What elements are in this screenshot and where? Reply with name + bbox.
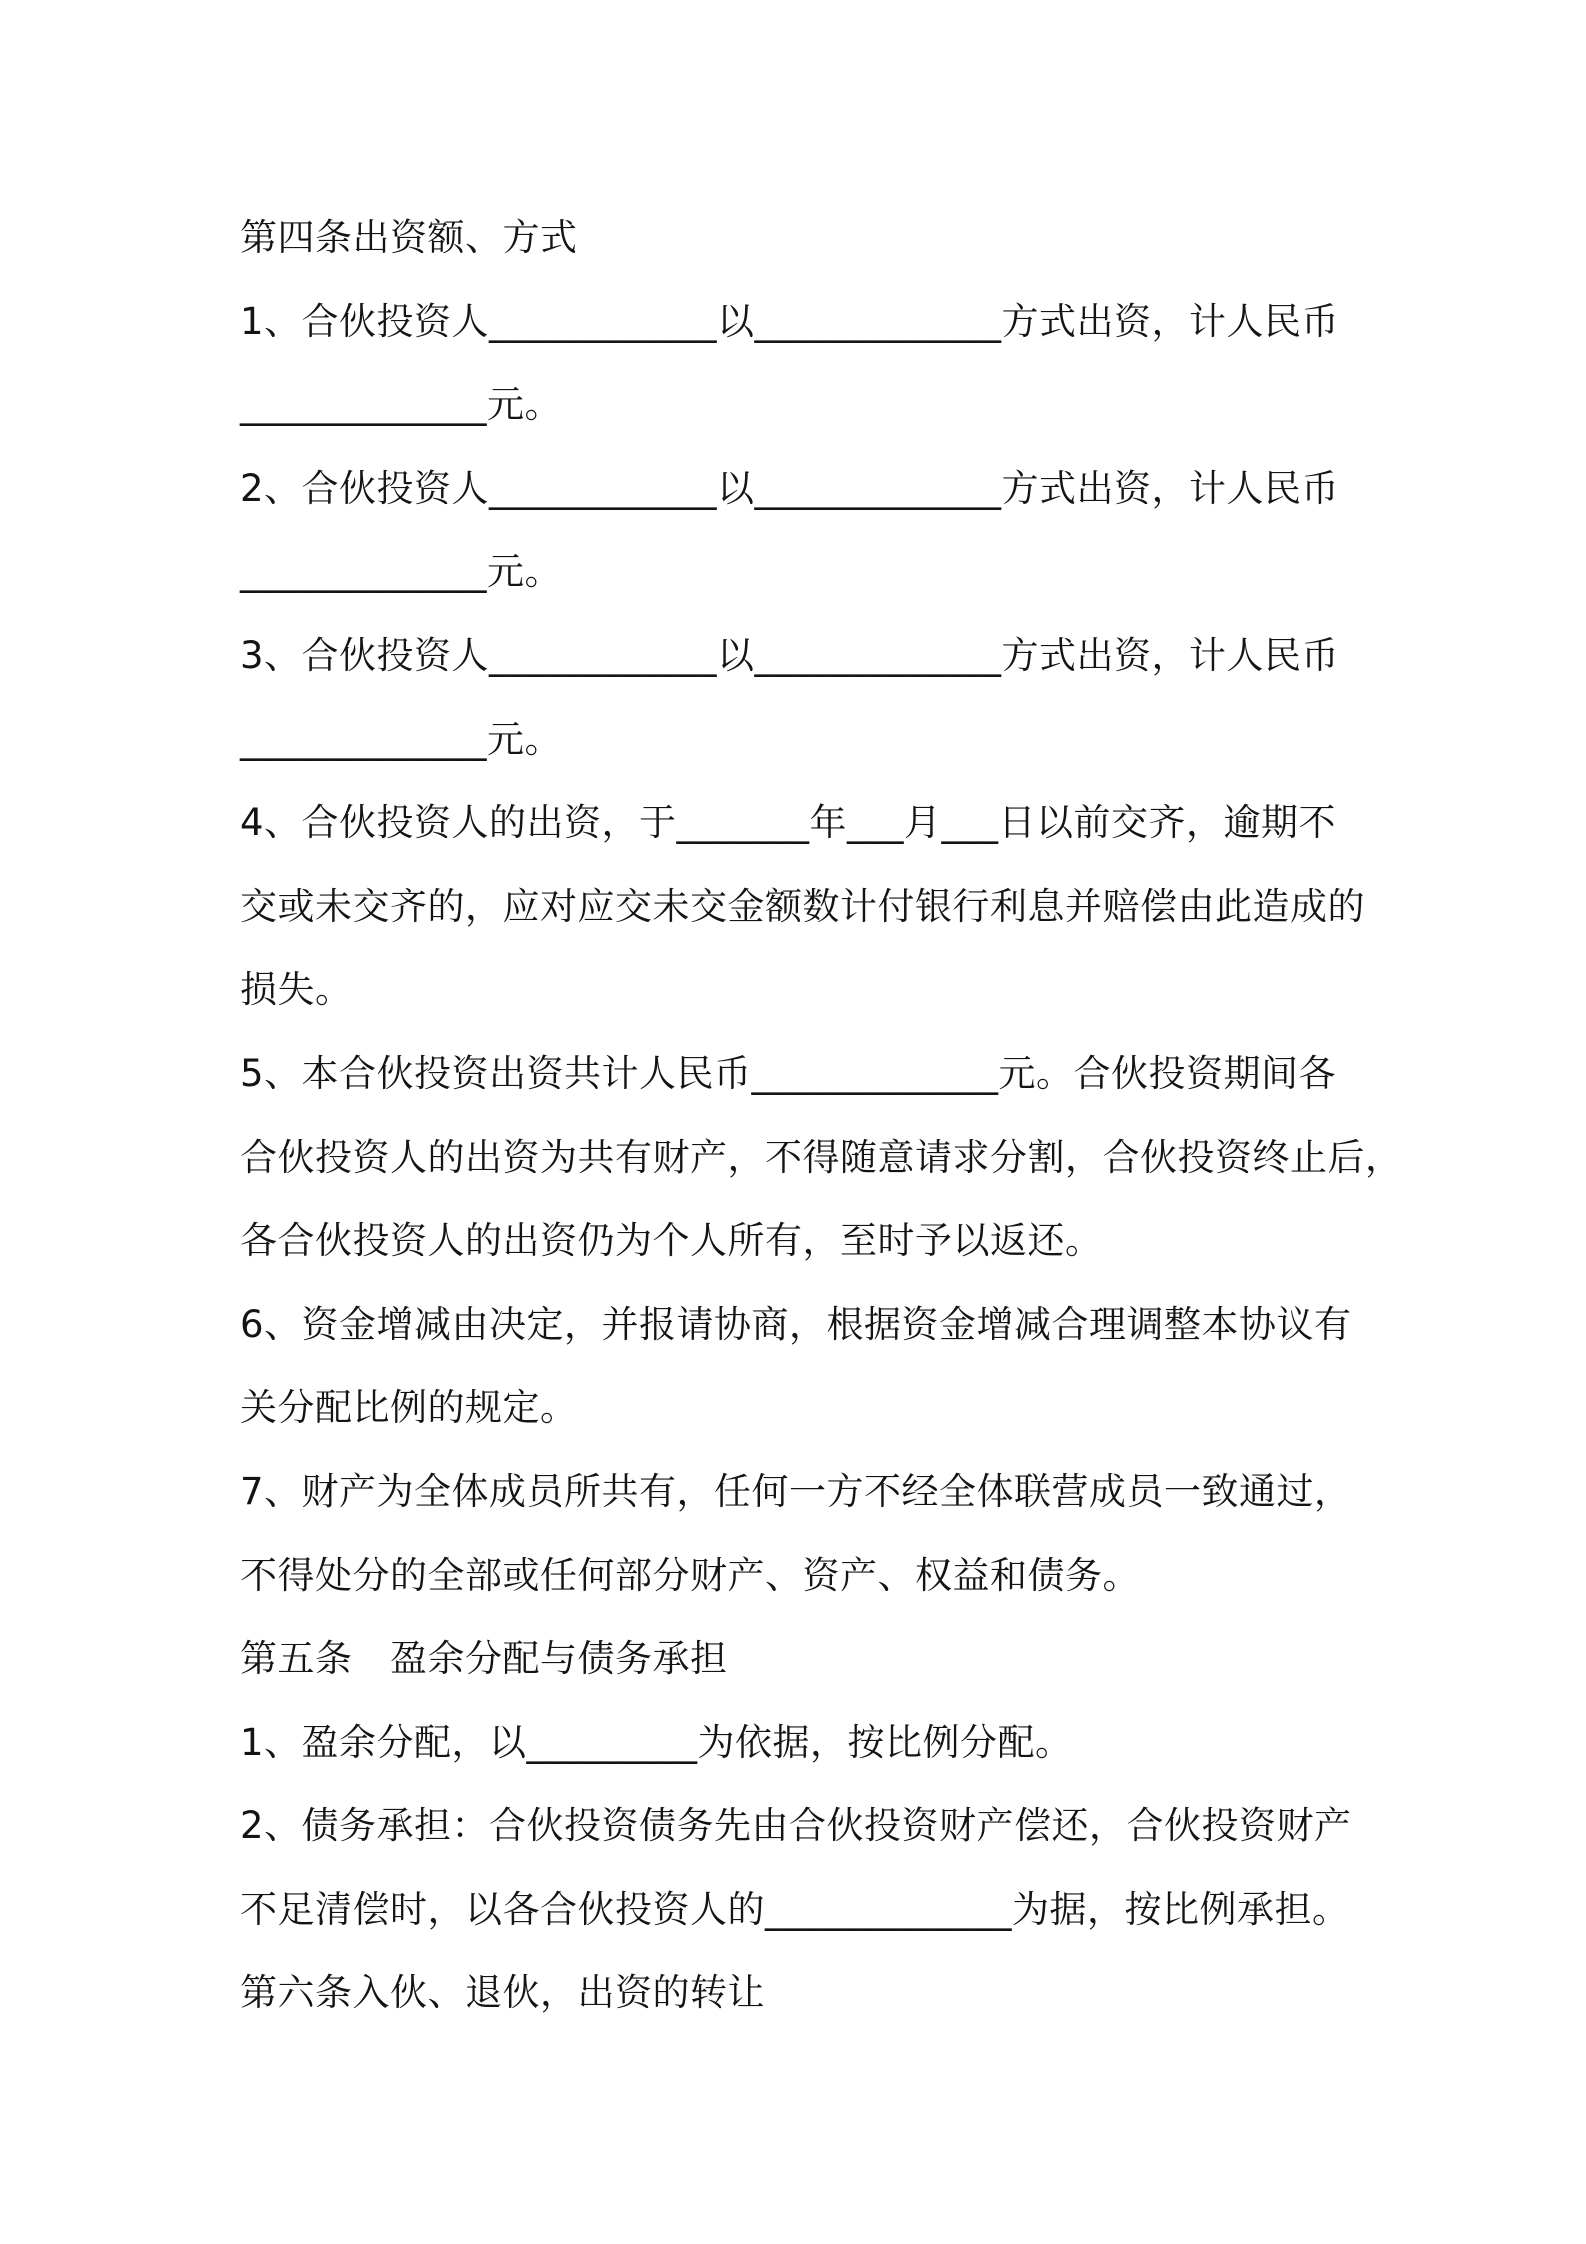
- clause-4-line-2: [240, 865, 1365, 949]
- clause-2-line-1: [240, 447, 1360, 531]
- clause-7-line-1: [240, 1450, 1360, 1534]
- document-page: [240, 196, 1403, 2035]
- paragraph-text: 6、资金增减由决定，并报请协商，根据资金增减合理调整本协议有: [240, 1302, 1352, 1346]
- heading-text: 第四条出资额、方式: [240, 216, 578, 259]
- paragraph-text: 2、债务承担：合伙投资债务先由合伙投资财产偿还，合伙投资财产: [240, 1804, 1352, 1848]
- section-heading-article-6: [240, 1951, 1360, 2035]
- clause-3-line-1: [240, 614, 1360, 698]
- clause-1-line-1: [240, 280, 1360, 364]
- paragraph-text: 3、合伙投资人____________以_____________方式出资，计人民币: [240, 633, 1340, 677]
- paragraph-text: 4、合伙投资人的出资，于_______年___月___日以前交齐，逾期不: [240, 801, 1337, 845]
- section-heading-article-5: [240, 1617, 1360, 1701]
- heading-text: 第五条 盈余分配与债务承担: [240, 1637, 728, 1681]
- section-heading-article-4: [240, 196, 1360, 280]
- clause-7-line-2: [240, 1534, 1360, 1618]
- paragraph-text: 2、合伙投资人____________以_____________方式出资，计人民币: [240, 466, 1340, 510]
- clause-1-line-2: [240, 363, 1360, 447]
- heading-text: 第六条入伙、退伙，出资的转让: [240, 1971, 765, 2015]
- paragraph-text: 5、本合伙投资出资共计人民币_____________元。合伙投资期间各: [240, 1051, 1337, 1095]
- paragraph-text: 关分配比例的规定。: [240, 1386, 578, 1430]
- paragraph-text: 不足清偿时，以各合伙投资人的_____________为据，按比例承担。: [240, 1887, 1350, 1931]
- paragraph-text: _____________元。: [240, 717, 562, 761]
- clause-5-line-2: [240, 1116, 1403, 1200]
- clause-5-line-1: [240, 1032, 1360, 1116]
- clause-3-line-2: [240, 698, 1360, 782]
- clause-4-line-3: [240, 948, 1360, 1032]
- paragraph-text: _____________元。: [240, 383, 562, 427]
- paragraph-text: _____________元。: [240, 550, 562, 594]
- paragraph-text: 合伙投资人的出资为共有财产，不得随意请求分割，合伙投资终止后，: [240, 1135, 1403, 1179]
- paragraph-text: 1、盈余分配，以_________为依据，按比例分配。: [240, 1720, 1073, 1764]
- paragraph-text: 7、财产为全体成员所共有，任何一方不经全体联营成员一致通过，: [240, 1469, 1352, 1513]
- clause-5-line-3: [240, 1199, 1360, 1283]
- article-5-clause-1: [240, 1701, 1360, 1785]
- article-5-clause-2-line-1: [240, 1784, 1360, 1868]
- article-5-clause-2-line-2: [240, 1868, 1360, 1952]
- clause-4-line-1: [240, 781, 1360, 865]
- paragraph-text: 损失。: [240, 968, 353, 1012]
- clause-2-line-2: [240, 530, 1360, 614]
- paragraph-text: 交或未交齐的，应对应交未交金额数计付银行利息并赔偿由此造成的: [240, 884, 1365, 928]
- clause-6-line-1: [240, 1283, 1360, 1367]
- paragraph-text: 各合伙投资人的出资仍为个人所有，至时予以返还。: [240, 1219, 1103, 1263]
- paragraph-text: 不得处分的全部或任何部分财产、资产、权益和债务。: [240, 1553, 1140, 1597]
- paragraph-text: 1、合伙投资人____________以_____________方式出资，计人民币: [240, 299, 1340, 343]
- clause-6-line-2: [240, 1366, 1360, 1450]
